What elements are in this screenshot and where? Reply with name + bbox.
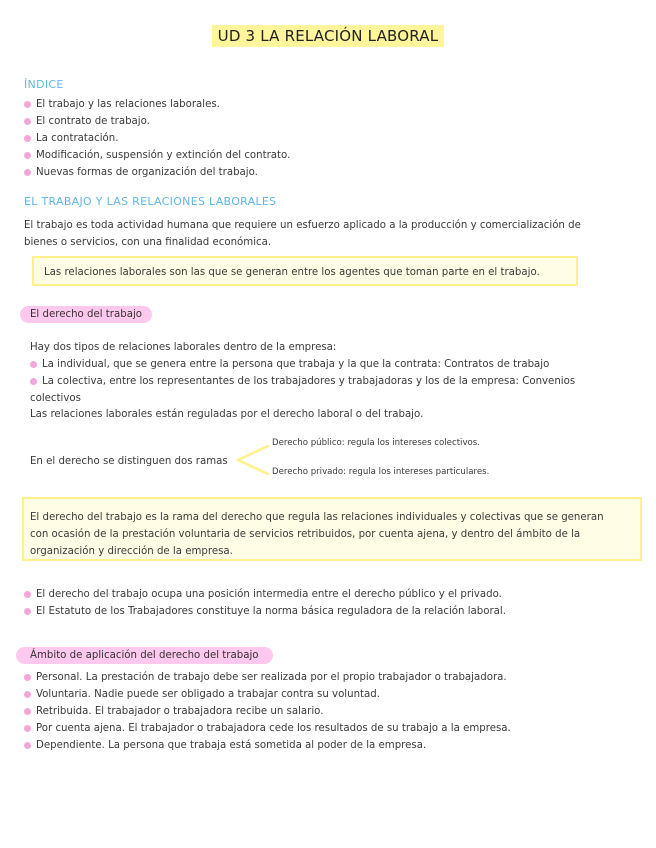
def-line-1: El derecho del trabajo es la rama del derecho que regula las relaciones individuales y colectivas que se generan <box>30 512 604 523</box>
derecho-tipos-list <box>30 356 575 390</box>
list-item: El derecho del trabajo ocupa una posición intermedia entre el derecho público y el privado. <box>24 586 506 603</box>
list-item: Personal. La prestación de trabajo debe ser realizada por el propio trabajador o trabajadora. <box>24 669 511 686</box>
derecho-definition-box <box>22 497 642 561</box>
rama-publico: Derecho público: regula los intereses colectivos. <box>272 438 480 448</box>
derecho-intro: Hay dos tipos de relaciones laborales dentro de la empresa: <box>30 342 337 353</box>
list-item: Dependiente. La persona que trabaja está sometida al poder de la empresa. <box>24 737 511 754</box>
page-title-text: UD 3 LA RELACIÓN LABORAL <box>212 25 445 47</box>
list-item: El contrato de trabajo. <box>24 113 290 130</box>
def-line-2: con ocasión de la prestación voluntaria de servicios retribuidos, por cuenta ajena, y dentro del ámbito de la <box>30 529 581 540</box>
list-item: La contratación. <box>24 130 290 147</box>
ambito-pill: Ámbito de aplicación del derecho del trabajo <box>16 647 273 664</box>
definition-box <box>32 256 578 286</box>
page-title <box>0 26 656 45</box>
ambito-list <box>24 669 511 754</box>
derecho-regulated: Las relaciones laborales están reguladas por el derecho laboral o del trabajo. <box>30 409 424 420</box>
derecho-colectivos-cont: colectivos <box>30 393 81 404</box>
derecho-pill: El derecho del trabajo <box>20 306 152 323</box>
brace-icon <box>234 444 270 476</box>
indice-heading: ÍNDICE <box>24 78 64 91</box>
list-item: El Estatuto de los Trabajadores constituye la norma básica reguladora de la relación laboral. <box>24 603 506 620</box>
section-heading: EL TRABAJO Y LAS RELACIONES LABORALES <box>24 195 277 208</box>
list-item: Nuevas formas de organización del trabajo. <box>24 164 290 181</box>
ramas-label: En el derecho se distinguen dos ramas <box>30 456 228 467</box>
list-item: Retribuida. El trabajador o trabajadora recibe un salario. <box>24 703 511 720</box>
definition-box-text: Las relaciones laborales son las que se generan entre los agentes que toman parte en el trabajo. <box>44 267 540 278</box>
intro-line-2: bienes o servicios, con una finalidad económica. <box>24 237 272 248</box>
list-item: Por cuenta ajena. El trabajador o trabajadora cede los resultados de su trabajo a la empresa. <box>24 720 511 737</box>
list-item: La individual, que se genera entre la persona que trabaja y la que la contrata: Contratos de trabajo <box>30 356 575 373</box>
list-item: Voluntaria. Nadie puede ser obligado a trabajar contra su voluntad. <box>24 686 511 703</box>
list-item: La colectiva, entre los representantes de los trabajadores y trabajadoras y los de la empresa: Convenios <box>30 373 575 390</box>
rama-privado: Derecho privado: regula los intereses particulares. <box>272 467 490 477</box>
def-line-3: organización y dirección de la empresa. <box>30 546 233 557</box>
derecho-points-list <box>24 586 506 620</box>
list-item: El trabajo y las relaciones laborales. <box>24 96 290 113</box>
list-item: Modificación, suspensión y extinción del contrato. <box>24 147 290 164</box>
intro-line-1: El trabajo es toda actividad humana que requiere un esfuerzo aplicado a la producción y comercialización de <box>24 220 581 231</box>
indice-list <box>24 96 290 181</box>
